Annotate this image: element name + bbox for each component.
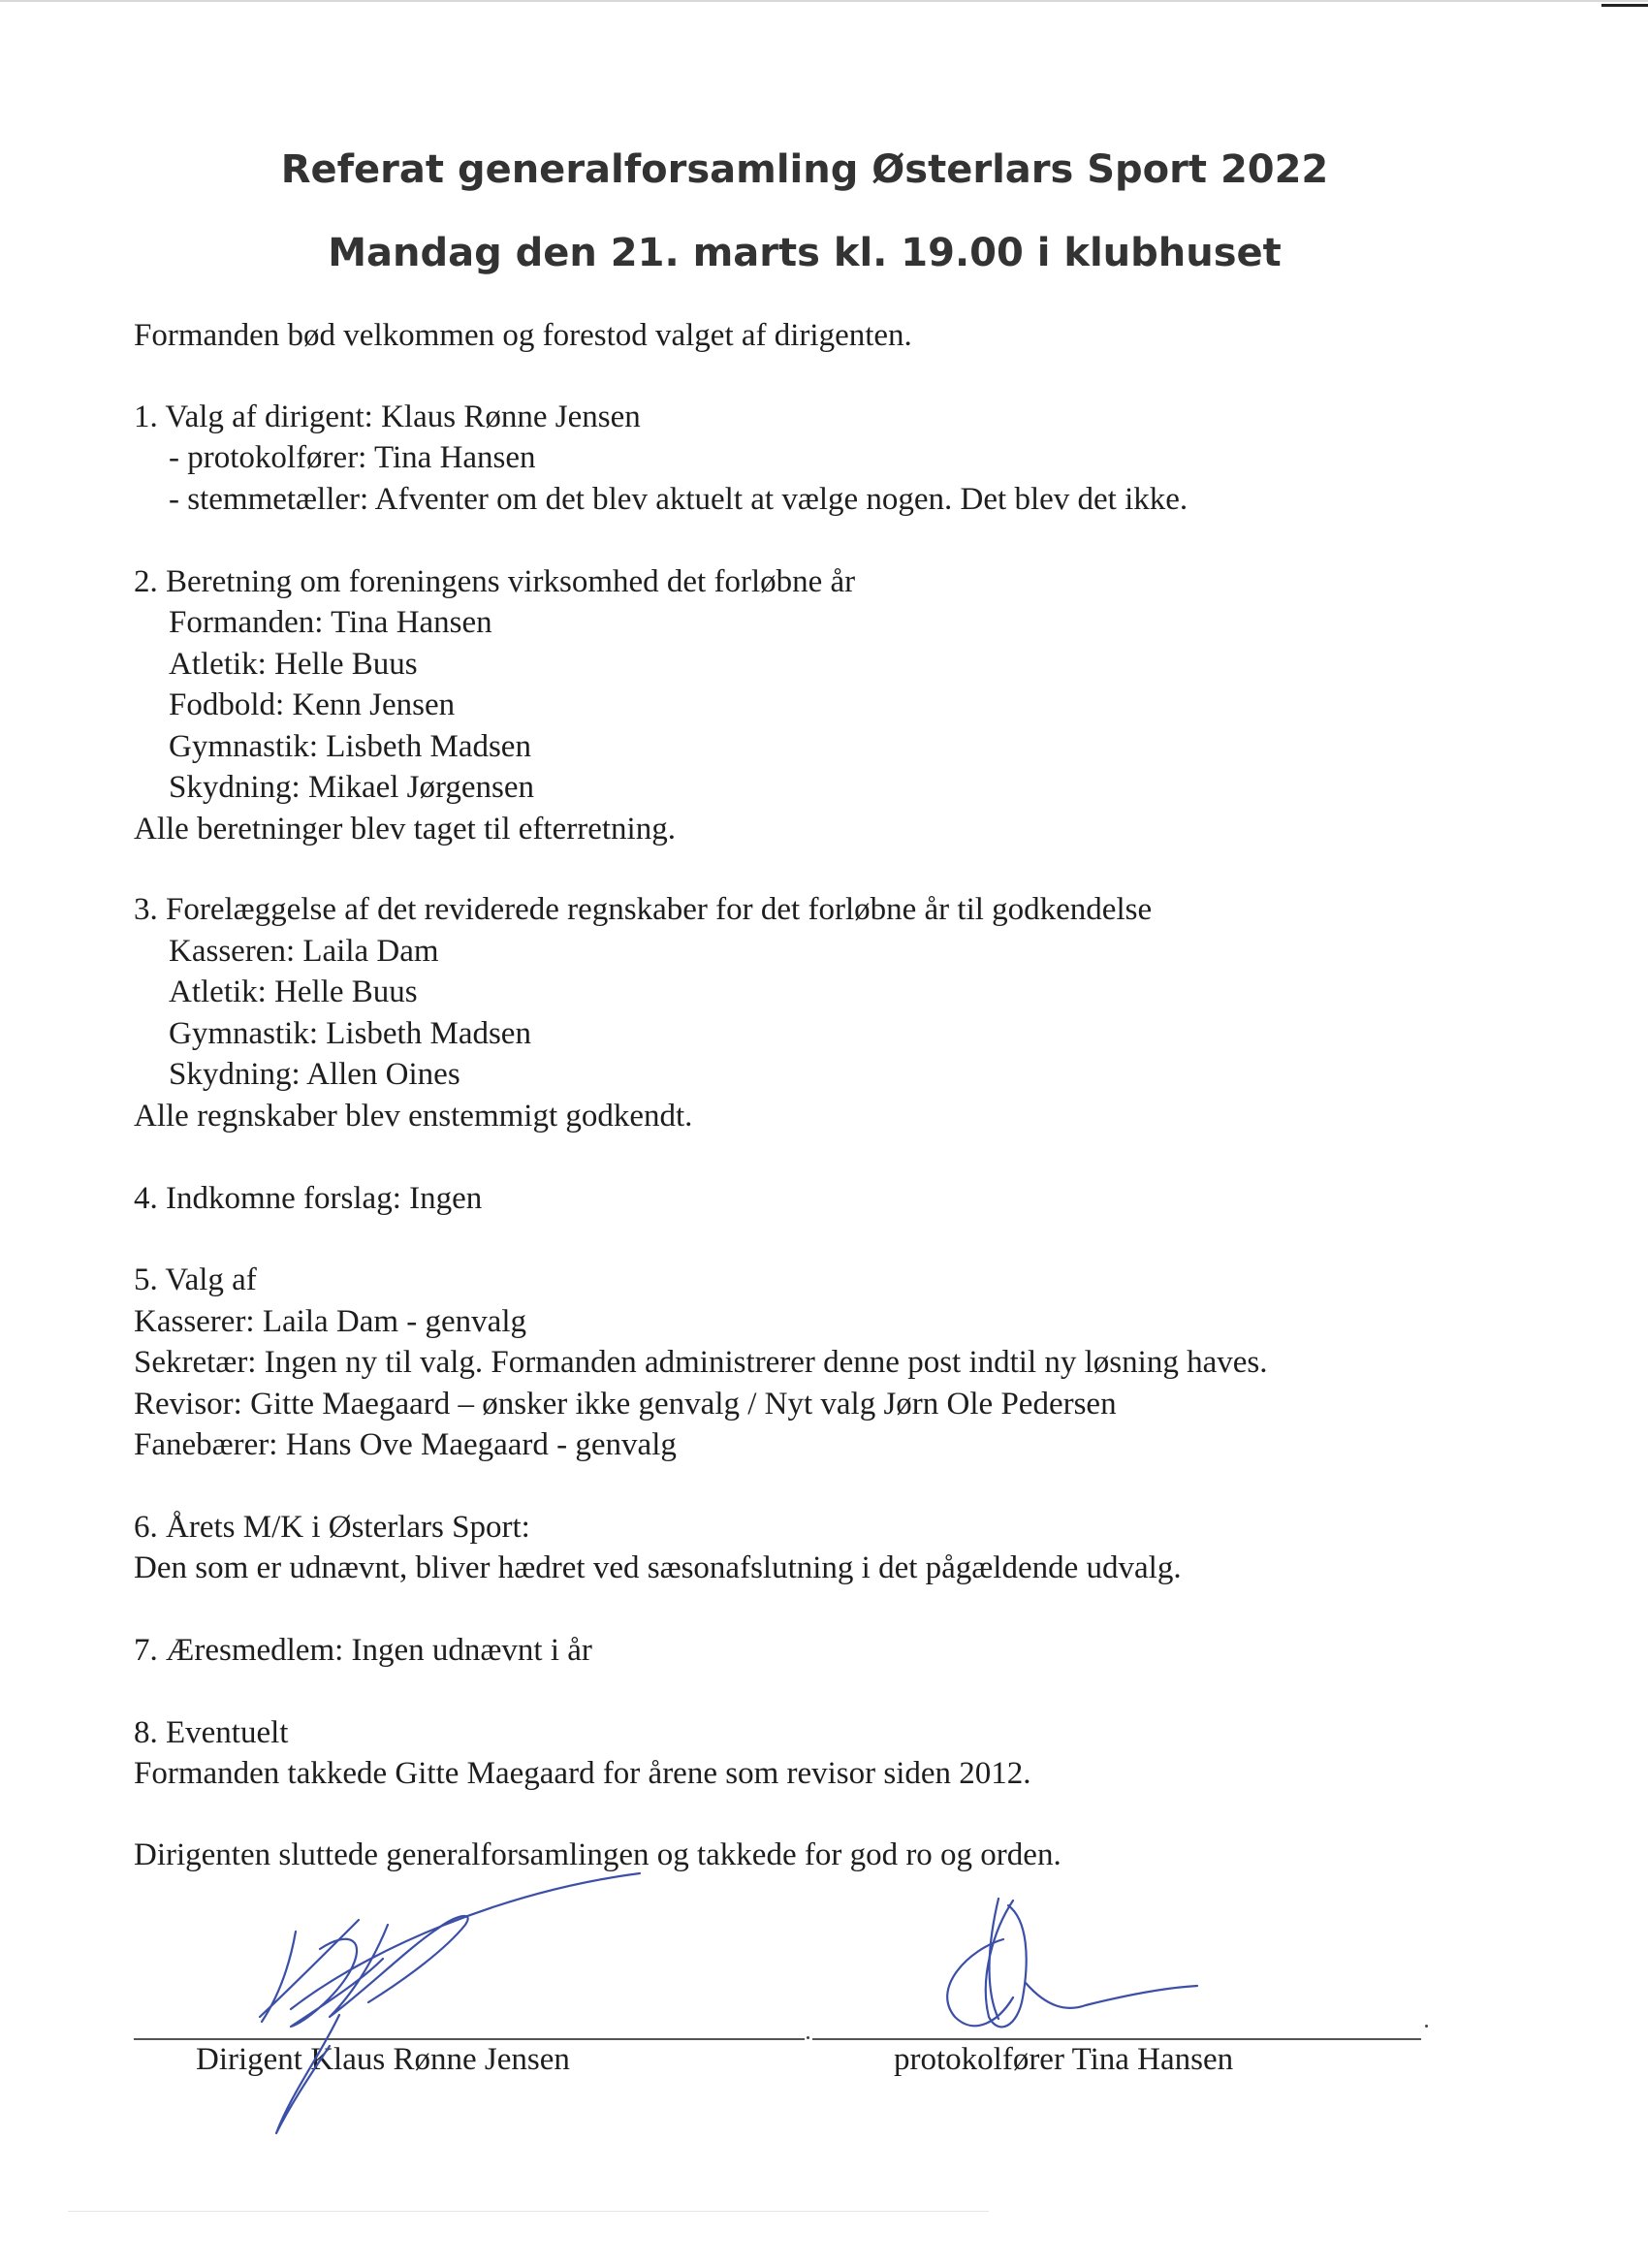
item-line: Atletik: Helle Buus <box>169 974 418 1009</box>
item-line: Kasserer: Laila Dam - genvalg <box>134 1304 526 1339</box>
document-title: Referat generalforsamling Østerlars Sport 2022 <box>280 147 1329 192</box>
scan-artifact-line <box>68 2211 989 2212</box>
item-line: Sekretær: Ingen ny til valg. Formanden administrerer denne post indtil ny løsning haves. <box>134 1345 1268 1380</box>
document-subtitle: Mandag den 21. marts kl. 19.00 i klubhuset <box>328 231 1282 275</box>
item-heading: 7. Æresmedlem: Ingen udnævnt i år <box>134 1633 592 1668</box>
signature-1-stroke <box>291 1873 640 2009</box>
signature-line-dot <box>807 2036 809 2039</box>
item-line: Atletik: Helle Buus <box>169 647 418 682</box>
signature-1-stroke <box>260 1920 359 2017</box>
scan-top-edge <box>0 0 1648 2</box>
signature-2-stroke <box>947 1939 1013 2026</box>
item-line: Skydning: Allen Oines <box>169 1057 460 1092</box>
item-line: Fanebærer: Hans Ove Maegaard - genvalg <box>134 1427 677 1462</box>
item-heading: 4. Indkomne forslag: Ingen <box>134 1181 483 1216</box>
item-line: - stemmetæller: Afventer om det blev aktuelt at vælge nogen. Det blev det ikke. <box>169 482 1188 517</box>
item-line: Formanden takkede Gitte Maegaard for årene som revisor siden 2012. <box>134 1756 1031 1791</box>
intro-text: Formanden bød velkommen og forestod valget af dirigenten. <box>134 318 912 353</box>
item-heading: 6. Årets M/K i Østerlars Sport: <box>134 1510 530 1545</box>
item-line: Den som er udnævnt, bliver hædret ved sæsonafslutning i det pågældende udvalg. <box>134 1550 1182 1585</box>
closing-text: Dirigenten sluttede generalforsamlingen og takkede for god ro og orden. <box>134 1837 1062 1872</box>
item-line: Kasseren: Laila Dam <box>169 934 439 969</box>
signature-2-stroke <box>1026 1983 1197 2008</box>
signature-2-stroke <box>986 1901 1027 2027</box>
item-heading: 1. Valg af dirigent: Klaus Rønne Jensen <box>134 399 641 434</box>
item-line: Gymnastik: Lisbeth Madsen <box>169 729 531 764</box>
item-line: Gymnastik: Lisbeth Madsen <box>169 1016 531 1051</box>
signature-1-stroke <box>330 1916 468 2017</box>
item-conclusion: Alle regnskaber blev enstemmigt godkendt. <box>134 1099 693 1134</box>
signature-line-dot <box>1425 2025 1428 2028</box>
item-heading: 3. Forelæggelse af det reviderede regnskaber for det forløbne år til godkendelse <box>134 892 1153 927</box>
signature-label-protokolforer: protokolfører Tina Hansen <box>894 2042 1234 2077</box>
signature-label-dirigent: Dirigent Klaus Rønne Jensen <box>196 2042 570 2077</box>
signature-1-stroke <box>262 1932 296 2022</box>
item-heading: 5. Valg af <box>134 1262 257 1297</box>
item-line: - protokolfører: Tina Hansen <box>169 440 536 475</box>
item-line: Skydning: Mikael Jørgensen <box>169 770 535 805</box>
item-heading: 8. Eventuelt <box>134 1715 289 1750</box>
item-line: Formanden: Tina Hansen <box>169 605 492 640</box>
item-heading: 2. Beretning om foreningens virksomhed det forløbne år <box>134 564 856 599</box>
item-conclusion: Alle beretninger blev taget til efterretning. <box>134 812 676 847</box>
item-line: Revisor: Gitte Maegaard – ønsker ikke genvalg / Nyt valg Jørn Ole Pedersen <box>134 1387 1117 1421</box>
item-line: Fodbold: Kenn Jensen <box>169 687 456 722</box>
signature-1-stroke <box>291 1939 383 2027</box>
scan-corner-mark <box>1601 4 1648 7</box>
signature-2-stroke <box>990 1899 998 2019</box>
